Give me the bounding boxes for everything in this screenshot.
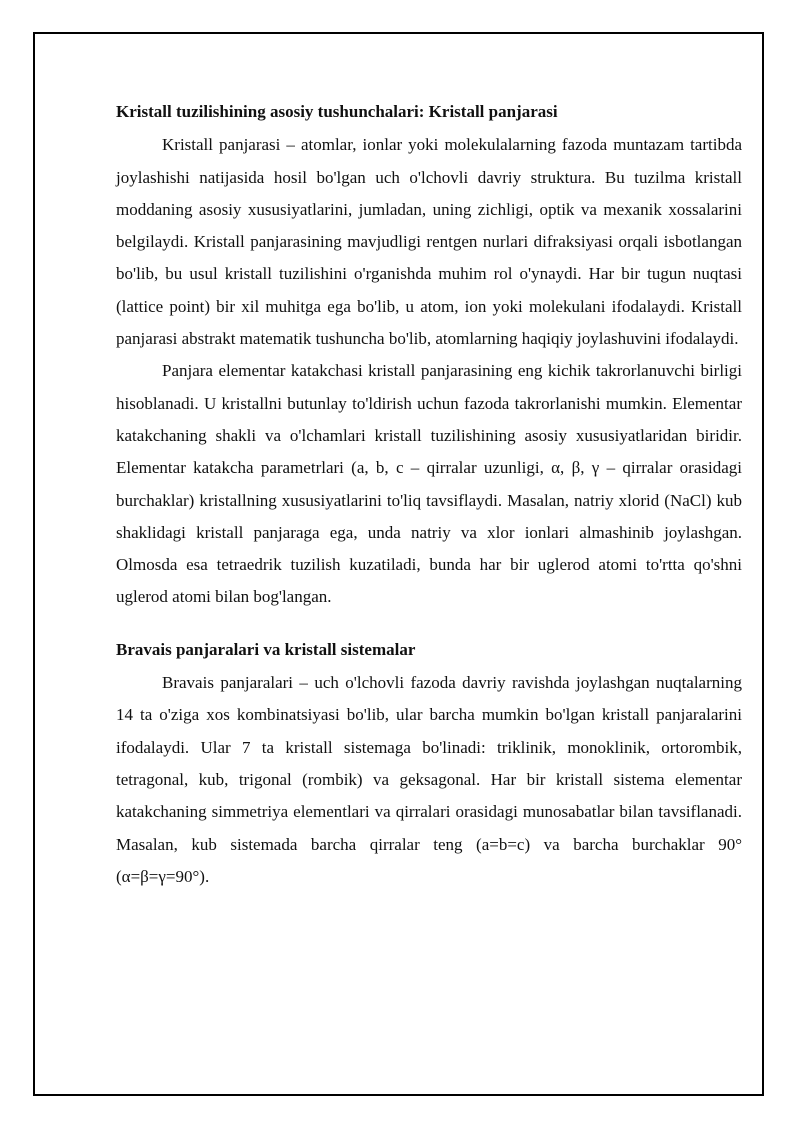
paragraph-unit-cell: Panjara elementar katakchasi kristall panjarasining eng kichik takrorlanuvchi birligi hisoblanadi. U kristallni butunlay to'ldirish uchun fazoda takrorlanishi mumkin. Elementar katakchaning shakli va o'lchamlari kristall tuzilishining asosiy xususiyatlaridan biridir. Elementar katakcha parametrlari (a, b, c – qirralar uzunligi, α, β, γ – qirralar orasidagi burchaklar) kristallning xususiyatlarini to'liq tavsiflaydi. Masalan, natriy xlorid (NaCl) kub shaklidagi kristall panjaraga ega, unda natriy va xlor ionlari almashinib joylashgan. Olmosda esa tetraedrik tuzilish kuzatiladi, bunda har bir uglerod atomi to'rtta qo'shni uglerod atomi bilan bog'langan.: [116, 361, 742, 607]
section-heading-bravais-lattices: Bravais panjaralari va kristall sistemalar: [116, 639, 416, 659]
document-body: [116, 96, 742, 893]
paragraph-crystal-lattice-definition: Kristall panjarasi – atomlar, ionlar yoki molekulalarning fazoda muntazam tartibda joylashishi natijasida hosil bo'lgan uch o'lchovli davriy struktura. Bu tuzilma kristall moddaning asosiy xususiyatlarini, jumladan, uning zichligi, optik va mexanik xossalarini belgilaydi. Kristall panjarasining mavjudligi rentgen nurlari difraksiyasi orqali isbotlangan bo'lib, bu usul kristall tuzilishini o'rganishda muhim rol o'ynaydi. Har bir tugun nuqtasi (lattice point) bir xil muhitga ega bo'lib, u atom, ion yoki molekulani ifodalaydi. Kristall panjarasi abstrakt matematik tushuncha bo'lib, atomlarning haqiqiy joylashuvini ifodalaydi.: [116, 135, 742, 349]
paragraph-bravais-lattices: Bravais panjaralari – uch o'lchovli fazoda davriy ravishda joylashgan nuqtalarning 14 ta o'ziga xos kombinatsiyasi bo'lib, ular barcha mumkin bo'lgan kristall panjaralarini ifodalaydi. Ular 7 ta kristall sistemaga bo'linadi: triklinik, monoklinik, ortorombik, tetragonal, kub, trigonal (rombik) va geksagonal. Har bir kristall sistema elementar katakchaning simmetriya elementlari va qirralari orasidagi munosabatlar bilan tavsiflanadi. Masalan, kub sistemada barcha qirralar teng (a=b=c) va barcha burchaklar 90° (α=β=γ=90°).: [116, 673, 742, 886]
section-heading-crystal-lattice: Kristall tuzilishining asosiy tushunchalari: Kristall panjarasi: [116, 102, 558, 121]
